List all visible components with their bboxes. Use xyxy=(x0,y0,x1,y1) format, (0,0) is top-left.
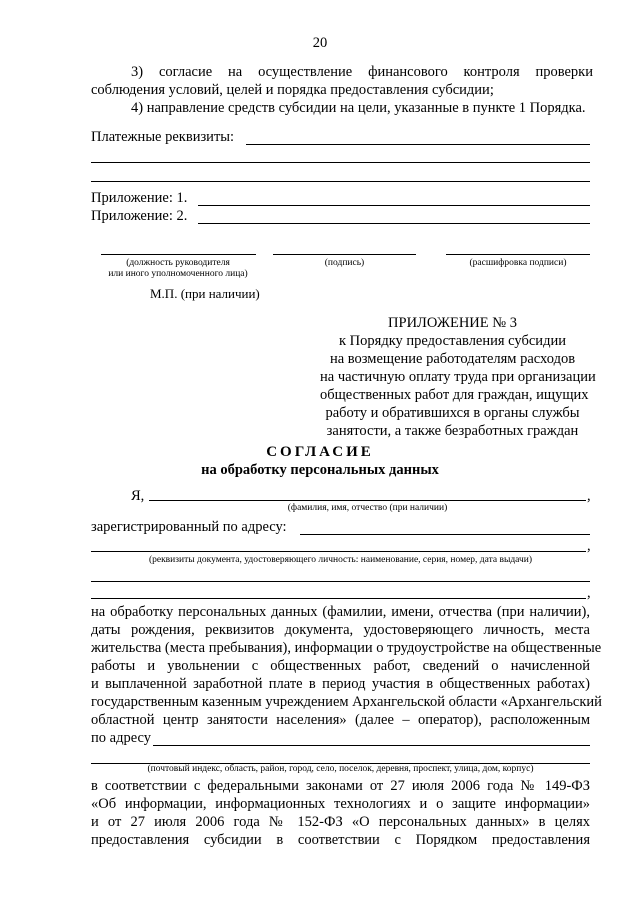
position-field[interactable] xyxy=(101,254,256,255)
signature-field[interactable] xyxy=(273,254,416,255)
identity-document-field-line-3[interactable] xyxy=(91,598,586,599)
consent-title: СОГЛАСИЕ xyxy=(266,444,374,460)
stamp-note: М.П. (при наличии) xyxy=(150,286,260,301)
document-comma: , xyxy=(587,538,591,554)
attachment-1-field[interactable] xyxy=(198,205,590,206)
body-text-line: «Об информации, информационных технологиях и о защите информации» xyxy=(91,796,590,812)
signature-decoding-caption: (расшифровка подписи) xyxy=(469,258,567,268)
body-text-line: и выплаченной заработной плате в период участия в общественных работах) xyxy=(91,676,590,692)
identity-document-caption: (реквизиты документа, удостоверяющего личность: наименование, серия, номер, дата выдачи) xyxy=(148,555,533,565)
consent-subtitle: на обработку персональных данных xyxy=(201,462,439,478)
body-text-line: государственным казенным учреждением Архангельской области «Архангельский xyxy=(91,694,602,710)
signature-decoding-field[interactable] xyxy=(446,254,590,255)
name-comma: , xyxy=(587,488,591,504)
appendix-line: на частичную оплату труда при организации xyxy=(320,369,596,385)
full-name-field[interactable] xyxy=(149,500,586,501)
body-text-line: предоставления субсидии в соответствии с Порядком предоставления xyxy=(91,832,590,848)
body-text-line: и от 27 июля 2006 года № 152-ФЗ «О персональных данных» в целях xyxy=(91,814,590,830)
registered-address-label: зарегистрированный по адресу: xyxy=(91,519,287,535)
identity-document-field[interactable] xyxy=(91,551,586,552)
body-text-line: жительства (места пребывания), информации о трудоустройстве на общественные xyxy=(91,640,602,656)
body-text-line: в соответствии с федеральными законами от 27 июля 2006 года № 149-ФЗ xyxy=(91,778,590,794)
i-label: Я, xyxy=(131,488,145,504)
appendix-line: работу и обратившихся в органы службы xyxy=(325,405,580,421)
position-caption-line-2: или иного уполномоченного лица) xyxy=(108,269,248,279)
payment-details-field-line-2[interactable] xyxy=(91,162,590,163)
attachment-2-field[interactable] xyxy=(198,223,590,224)
page-number: 20 xyxy=(312,35,328,51)
consent-item-3-line-2: соблюдения условий, целей и порядка предоставления субсидии; xyxy=(91,82,494,98)
registered-address-field[interactable] xyxy=(300,534,590,535)
body-text-line: работы и увольнении с общественных работ, сведений о начисленной xyxy=(91,658,590,674)
operator-address-field[interactable] xyxy=(153,745,590,746)
consent-item-4: 4) направление средств субсидии на цели, указанные в пункте 1 Порядка. xyxy=(131,100,586,116)
consent-item-3-line-1: 3) согласие на осуществление финансового контроля проверки xyxy=(131,64,593,80)
body-text-line: областной центр занятости населения» (далее – оператор), расположенным xyxy=(91,712,590,728)
position-caption-line-1: (должность руководителя xyxy=(126,258,230,268)
appendix-line: к Порядку предоставления субсидии xyxy=(339,333,566,349)
appendix-title: ПРИЛОЖЕНИЕ № 3 xyxy=(388,315,517,331)
body-text-line: даты рождения, реквизитов документа, удостоверяющего личность, места xyxy=(91,622,590,638)
appendix-line: общественных работ для граждан, ищущих xyxy=(320,387,589,403)
operator-address-caption: (почтовый индекс, область, район, город, село, поселок, деревня, проспект, улица, дом, корпус) xyxy=(147,764,534,774)
document-comma-2: , xyxy=(587,585,591,601)
body-text-line: на обработку персональных данных (фамилии, имени, отчества (при наличии), xyxy=(91,604,590,620)
operator-address-label: по адресу xyxy=(91,730,151,746)
full-name-caption: (фамилия, имя, отчество (при наличии) xyxy=(287,503,448,513)
payment-details-label: Платежные реквизиты: xyxy=(91,129,235,145)
appendix-line: занятости, а также безработных граждан xyxy=(326,423,579,439)
attachment-2-label: Приложение: 2. xyxy=(91,208,188,224)
payment-details-field[interactable] xyxy=(246,144,590,145)
identity-document-field-line-2[interactable] xyxy=(91,581,590,582)
attachment-1-label: Приложение: 1. xyxy=(91,190,188,206)
payment-details-field-line-3[interactable] xyxy=(91,181,590,182)
signature-caption: (подпись) xyxy=(324,258,365,268)
appendix-line: на возмещение работодателям расходов xyxy=(329,351,576,367)
